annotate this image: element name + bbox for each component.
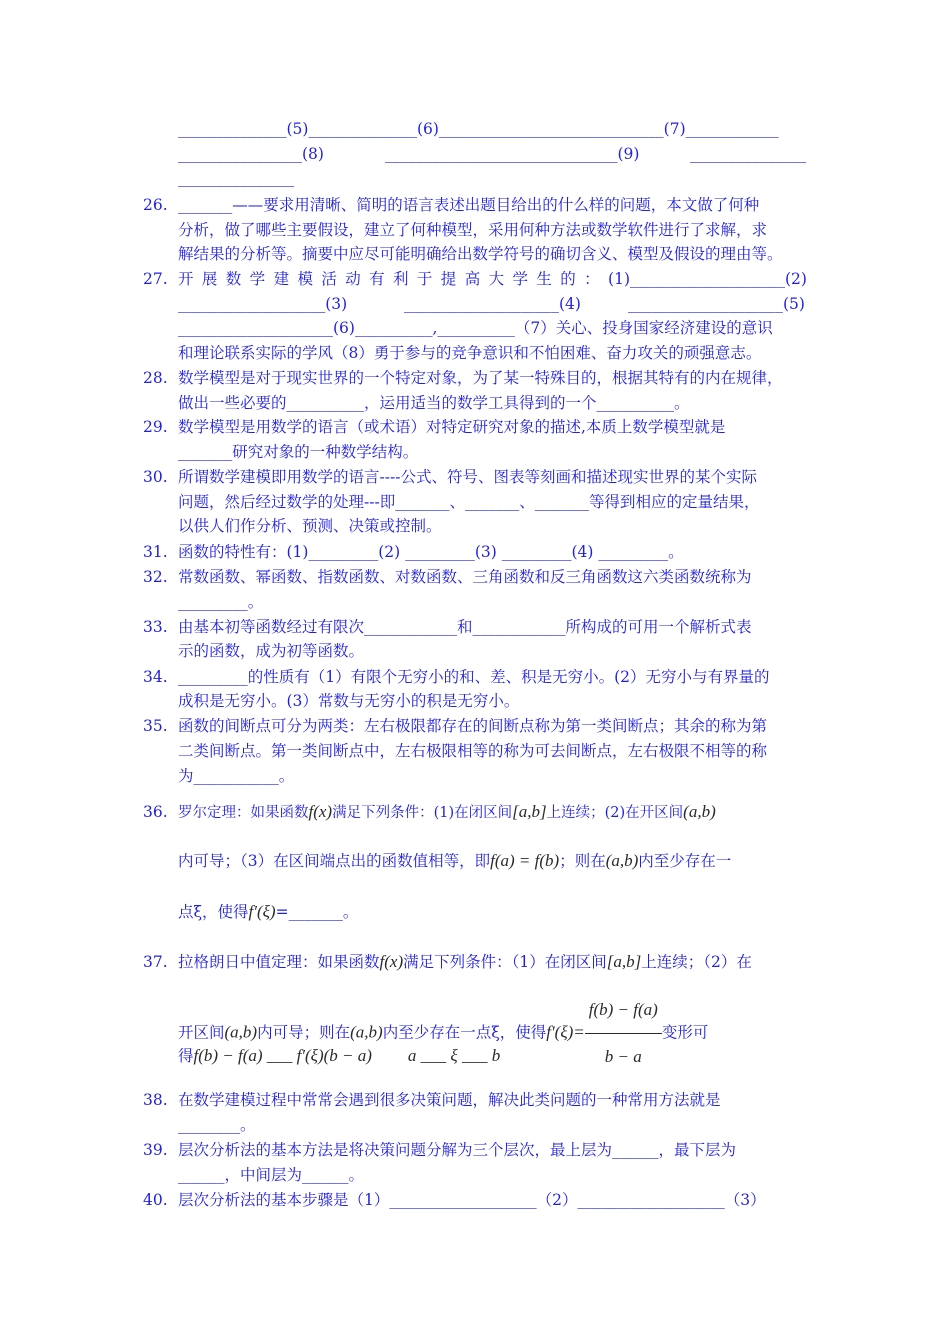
q38-number: 38. — [143, 1091, 168, 1109]
q28-number: 28. — [143, 369, 168, 387]
q27-char: ： — [584, 270, 600, 288]
q27-char: 活 — [321, 270, 337, 288]
q36-text-4: 内可导；（3）在区间端点出的函数值相等，即 — [178, 852, 491, 870]
q37-text-7: 变形可 — [661, 1023, 709, 1042]
q37-text-8: 得 — [178, 1047, 194, 1065]
math-open-interval: (a,b) — [224, 1022, 258, 1042]
q27-line-2b: ____________________(4) — [404, 295, 581, 313]
q27-line-2a: ___________________(3) — [178, 295, 348, 313]
q35-line-1: 函数的间断点可分为两类：左右极限都存在的间断点称为第一类间断点；其余的称为第 — [178, 717, 768, 735]
math-open-interval: (a,b) — [605, 851, 639, 870]
q30-line-3: 以供人们作分析、预测、决策或控制。 — [178, 517, 442, 535]
math-closed-interval: [a,b] — [512, 802, 547, 821]
q37-line-1 — [178, 951, 752, 973]
q25-line-2c: _______________ — [690, 145, 807, 163]
q36-text-1: 罗尔定理：如果函数 — [178, 805, 309, 821]
q40-line-1: 层次分析法的基本步骤是（1）___________________（2）___________________（3） — [178, 1191, 766, 1209]
q27-line-4: 和理论联系实际的学风（8）勇于参与的竞争意识和不怕困难、奋力攻关的顽强意志。 — [178, 344, 762, 362]
q27-number: 27. — [143, 270, 168, 288]
math-closed-interval: [a,b] — [606, 952, 642, 971]
q36-number: 36. — [143, 803, 168, 821]
q39-number: 39. — [143, 1141, 168, 1159]
q32-line-1: 常数函数、幂函数、指数函数、对数函数、三角函数和反三角函数这六类函数统称为 — [178, 568, 752, 586]
q34-number: 34. — [143, 668, 168, 686]
q27-char: 模 — [297, 270, 313, 288]
q27-line-2c: ____________________(5) — [628, 295, 805, 313]
q33-number: 33. — [143, 618, 168, 636]
q36-line-2 — [178, 850, 731, 872]
q27-char: 大 — [488, 270, 505, 288]
q26-line-1: _______——要求用清晰、简明的语言表述出题目给出的什么样的问题，本文做了何种 — [178, 196, 760, 214]
math-difference-relation: f(b) − f(a) ___ f′(ξ)(b − a) — [193, 1046, 372, 1065]
q34-line-1: _________的性质有（1）有限个无穷小的和、差、积是无穷小。(2）无穷小与有界量的 — [178, 668, 770, 686]
math-fa-eq-fb: f(a) = f(b) — [490, 851, 560, 870]
q36-line-3 — [178, 901, 358, 923]
q40-number: 40. — [143, 1191, 168, 1209]
q28-line-2: 做出一些必要的__________，运用适当的数学工具得到的一个__________。 — [178, 394, 690, 412]
q30-number: 30. — [143, 468, 168, 486]
q27-char: 学 — [512, 270, 528, 288]
q36-line-1 — [178, 801, 716, 824]
q36-text-6: 内至少存在一 — [638, 852, 732, 870]
q36-text-7: 点ξ，使得 — [178, 903, 249, 921]
q28-line-1: 数学模型是对于现实世界的一个特定对象，为了某一特殊目的，根据其特有的内在规律， — [178, 369, 783, 387]
math-equals: = — [573, 1022, 585, 1042]
q27-char: 的 — [560, 270, 576, 288]
q37-text-6: 内至少存在一点ξ，使得 — [382, 1023, 547, 1042]
q37-text-3: 上连续；（2）在 — [641, 953, 752, 971]
q27-char: 生 — [536, 270, 552, 288]
q36-text-3: 上连续；(2)在开区间 — [546, 805, 684, 821]
q29-line-1: 数学模型是用数学的语言（或术语）对特定研究对象的描述,本质上数学模型就是 — [178, 418, 726, 436]
q29-number: 29. — [143, 418, 168, 436]
q25-line-1: ______________(5)______________(6)_____________________________(7)____________ — [178, 120, 779, 138]
q32-number: 32. — [143, 568, 168, 586]
q29-line-2: _______研究对象的一种数学结构。 — [178, 443, 419, 461]
q26-line-2: 分析，做了哪些主要假设，建立了何种模型，采用何种方法或数学软件进行了求解，求 — [178, 221, 768, 239]
q27-char: 利 — [393, 270, 409, 288]
q25-line-2a: ________________(8) — [178, 145, 324, 163]
fraction-denominator: b − a — [604, 1047, 642, 1066]
q25-line-3: _______________ — [178, 169, 295, 187]
q37-number: 37. — [143, 953, 168, 971]
q27-char: 建 — [273, 270, 290, 288]
q38-line-2: ________。 — [178, 1116, 256, 1134]
q27-line-3: ____________________(6)__________,__________（7）关心、投身国家经济建设的意识 — [178, 319, 773, 337]
q36-text-5: ；则在 — [559, 852, 606, 870]
q33-line-2: 示的函数，成为初等函数。 — [178, 642, 365, 660]
q26-line-3: 解结果的分析等。摘要中应尽可能明确给出数学符号的确切含义、模型及假设的理由等。 — [178, 245, 783, 263]
math-fx: f(x) — [308, 802, 333, 821]
math-inequality: a ___ ξ ___ b — [407, 1046, 501, 1065]
q27-char: 学 — [249, 270, 266, 288]
math-fprime-xi: f′(ξ) — [546, 1022, 574, 1042]
q32-line-2: _________。 — [178, 593, 264, 611]
q37-line-3 — [178, 1045, 500, 1067]
q27-char: 于 — [416, 270, 433, 288]
q27-char: 展 — [201, 270, 218, 288]
q38-line-1: 在数学建模过程中常常会遇到很多决策问题，解决此类问题的一种常用方法就是 — [178, 1091, 721, 1109]
q27-char: 提 — [440, 270, 457, 288]
q27-char: 数 — [225, 270, 242, 288]
q27-char: 高 — [464, 270, 481, 288]
q35-line-3: 为___________。 — [178, 767, 295, 785]
q37-text-5: 内可导；则在 — [257, 1023, 351, 1042]
fraction-numerator: f(b) − f(a) — [585, 988, 662, 1034]
q27-line-1 — [178, 268, 807, 290]
q35-number: 35. — [143, 717, 168, 735]
q33-line-1: 由基本初等函数经过有限次____________和____________所构成的可用一个解析式表 — [178, 618, 752, 636]
q27-char: (1)____________________(2) — [608, 270, 807, 288]
q26-number: 26. — [143, 196, 168, 214]
mean-value-fraction — [585, 988, 662, 1079]
q37-text-1: 拉格朗日中值定理：如果函数 — [178, 953, 380, 971]
q39-line-1: 层次分析法的基本方法是将决策问题分解为三个层次，最上层为______，最下层为 — [178, 1141, 737, 1159]
q37-text-4: 开区间 — [178, 1023, 225, 1042]
q27-char: 动 — [345, 270, 361, 288]
q31-line-1: 函数的特性有：(1)_________(2) _________(3) _________(4) _________。 — [178, 543, 684, 561]
q35-line-2: 二类间断点。第一类间断点中，左右极限相等的称为可去间断点，左右极限不相等的称 — [178, 742, 768, 760]
q31-number: 31. — [143, 543, 168, 561]
math-fprime-xi: f′(ξ) — [248, 902, 276, 921]
q36-text-8: =_______。 — [275, 903, 359, 921]
q30-line-1: 所谓数学建模即用数学的语言----公式、符号、图表等刻画和描述现实世界的某个实际 — [178, 468, 757, 486]
q37-text-2: 满足下列条件：（1）在闭区间 — [403, 953, 607, 971]
q27-char: 开 — [178, 270, 194, 288]
q27-char: 有 — [369, 270, 385, 288]
q25-line-2b: ______________________________(9) — [385, 145, 640, 163]
math-fx: f(x) — [379, 952, 404, 971]
math-open-interval: (a,b) — [683, 802, 716, 821]
q30-line-2: 问题，然后经过数学的处理---即_______、_______、_______等得到相应的定量结果， — [178, 493, 760, 511]
q34-line-2: 成积是无穷小。(3）常数与无穷小的积是无穷小。 — [178, 692, 520, 710]
q36-text-2: 满足下列条件：(1)在闭区间 — [332, 805, 513, 821]
q39-line-2: ______，中间层为______。 — [178, 1166, 365, 1184]
math-open-interval: (a,b) — [350, 1022, 383, 1042]
